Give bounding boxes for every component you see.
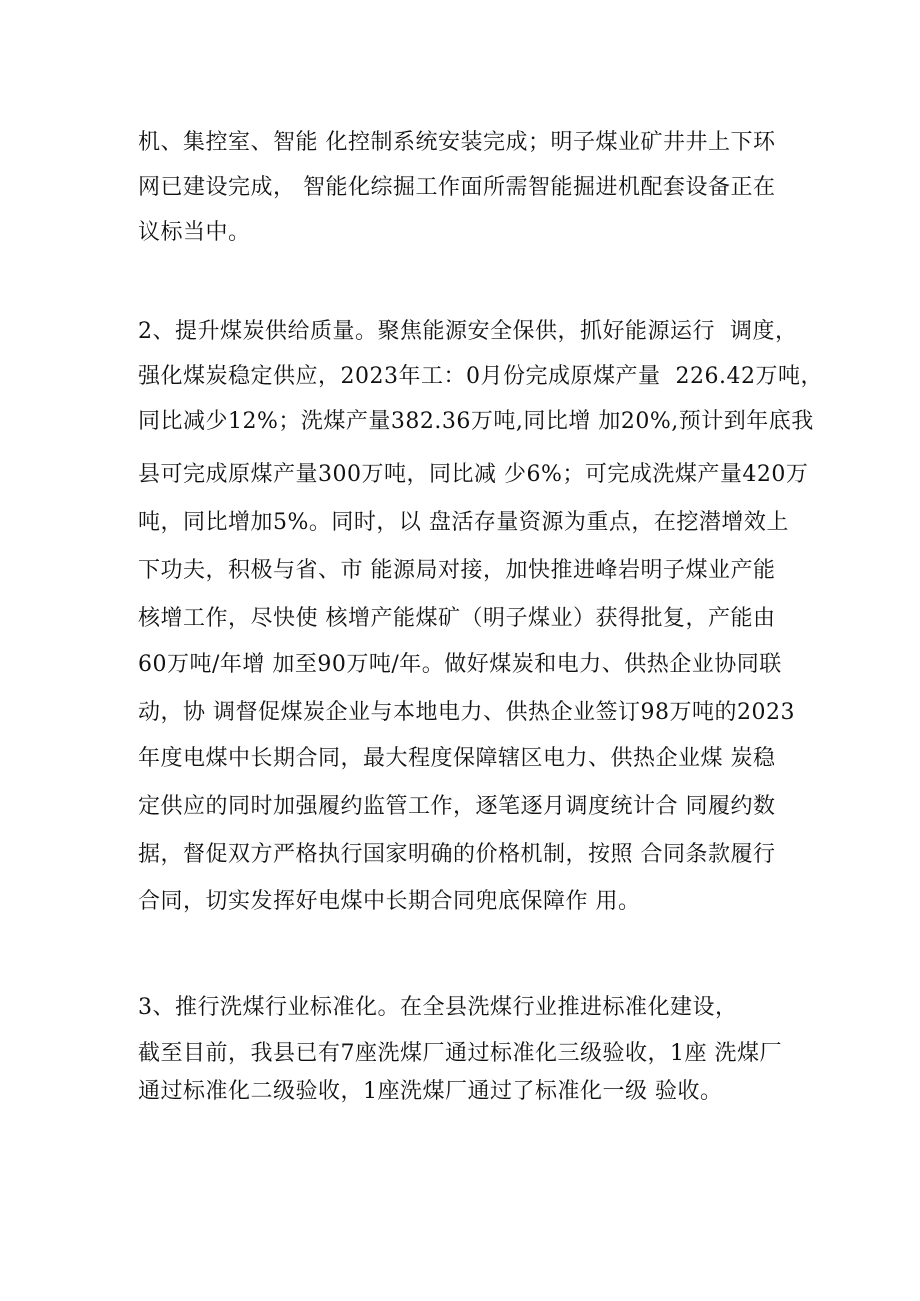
paragraph-2-line-10: 年度电煤中长期合同，最大程度保障辖区电力、供热企业煤 炭稳: [138, 746, 776, 771]
paragraph-2-line-11: 定供应的同时加强履约监管工作，逐笔逐月调度统计合 同履约数: [138, 794, 776, 819]
paragraph-2-line-4: 县可完成原煤产量300万吨，同比减 少6%；可完成洗煤产量420万: [138, 462, 809, 487]
paragraph-1-line-2: 网已建设完成， 智能化综掘工作面所需智能掘进机配套设备正在: [138, 175, 776, 200]
paragraph-2-line-1: 2、提升煤炭供给质量。聚焦能源安全保供，抓好能源运行 调度，: [138, 319, 798, 344]
paragraph-2-line-7: 核增工作，尽快使 核增产能煤矿（明子煤业）获得批复，产能由: [138, 606, 776, 631]
paragraph-2-line-13: 合同，切实发挥好电煤中长期合同兜底保障作 用。: [138, 889, 641, 914]
paragraph-3-line-2: 截至目前，我县已有7座洗煤厂通过标准化三级验收，1座 洗煤厂: [138, 1041, 782, 1066]
paragraph-2-line-12: 据，督促双方严格执行国家明确的价格机制，按照 合同条款履行: [138, 842, 776, 867]
paragraph-2-line-5: 吨，同比增加5%。同时，以 盘活存量资源为重点，在挖潜增效上: [138, 510, 789, 535]
paragraph-3-line-1: 3、推行洗煤行业标准化。在全县洗煤行业推进标准化建设，: [138, 995, 738, 1020]
paragraph-2-line-9: 动，协 调督促煤炭企业与本地电力、供热企业签订98万吨的2023: [138, 700, 795, 725]
paragraph-3-line-3: 通过标准化二级验收，1座洗煤厂通过了标准化一级 验收。: [138, 1079, 723, 1104]
paragraph-1-line-3: 议标当中。: [138, 220, 251, 245]
paragraph-2-line-8: 60万吨/年增 加至90万吨/年。做好煤炭和电力、供热企业协同联: [138, 652, 782, 677]
paragraph-2-line-3: 同比减少12%；洗煤产量382.36万吨,同比增 加20%,预计到年底我: [138, 409, 814, 434]
paragraph-1-line-1: 机、集控室、智能 化控制系统安装完成；明子煤业矿井井上下环: [138, 130, 776, 155]
paragraph-2-line-2: 强化煤炭稳定供应，2023年工：0月份完成原煤产量 226.42万吨，: [138, 364, 823, 389]
paragraph-2-line-6: 下功夫，积极与省、市 能源局对接，加快推进峰岩明子煤业产能: [138, 558, 776, 583]
